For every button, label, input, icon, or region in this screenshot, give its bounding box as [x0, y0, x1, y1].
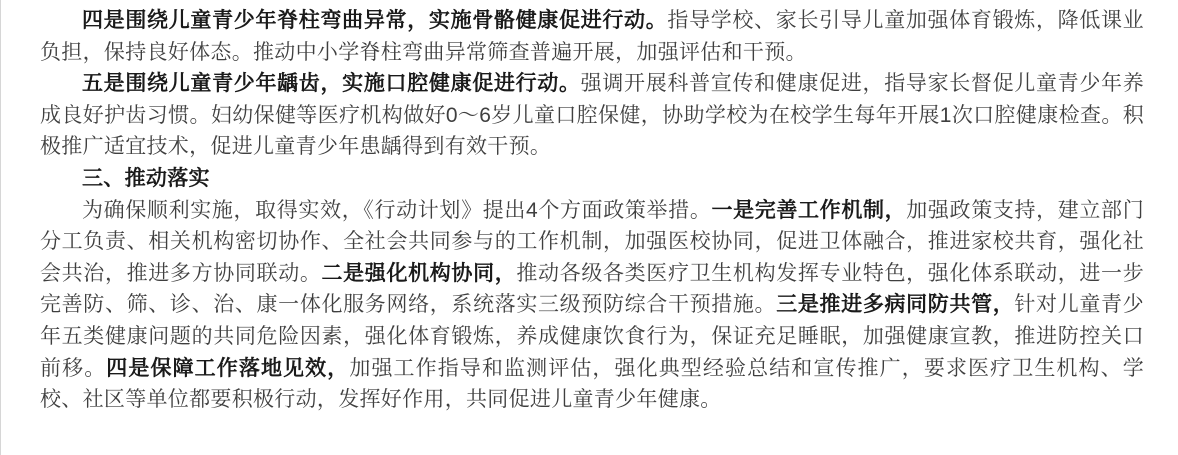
text-run: 推动各级各类医疗卫生机构发挥专业特色，强化体系联动，进一步完善防、筛、诊、治、康一体化服务网络，系统落实三级预防综合干预措施。 [40, 261, 1144, 317]
paragraph [40, 5, 1144, 68]
document-body [40, 5, 1144, 416]
bold-text-run: 五是围绕儿童青少年龋齿，实施口腔健康促进行动。 [82, 72, 581, 96]
bold-text-run: 三是推进多病同防共管， [776, 293, 1015, 317]
text-run: 针对儿童青少年五类健康问题的共同危险因素，强化体育锻炼，养成健康饮食行为，保证充足睡眠，加强健康宣教，推进防控关口前移。 [40, 293, 1144, 380]
paragraph [40, 195, 1144, 416]
bold-text-run: 四是保障工作落地见效， [106, 356, 350, 380]
bold-text-run: 一是完善工作机制， [711, 198, 907, 222]
text-run: 指导学校、家长引导儿童加强体育锻炼，降低课业负担，保持良好体态。推动中小学脊柱弯曲异常筛查普遍开展，加强评估和干预。 [40, 9, 1144, 64]
bold-text-run: 二是强化机构协同， [321, 261, 517, 285]
section-heading [40, 163, 1144, 195]
page-edge-line [0, 0, 1, 455]
bold-text-run: 四是围绕儿童青少年脊柱弯曲异常，实施骨骼健康促进行动。 [82, 9, 668, 32]
text-run: 加强政策支持，建立部门分工负责、相关机构密切协作、全社会共同参与的工作机制，加强医校协同，促进卫体融合，推进家校共育，强化社会共治，推进多方协同联动。 [40, 198, 1144, 285]
paragraph [40, 68, 1144, 163]
text-run: 为确保顺利实施，取得实效，《行动计划》提出4个方面政策举措。 [82, 198, 712, 222]
text-run: 加强工作指导和监测评估，强化典型经验总结和宣传推广，要求医疗卫生机构、学校、社区等单位都要积极行动，发挥好作用，共同促进儿童青少年健康。 [40, 356, 1145, 412]
bold-text-run: 三、推动落实 [82, 166, 210, 190]
text-run: 强调开展科普宣传和健康促进，指导家长督促儿童青少年养成良好护齿习惯。妇幼保健等医疗机构做好0～6岁儿童口腔保健，协助学校为在校学生每年开展1次口腔健康检查。积极推广适宜技术，促进儿童青少年患龋得到有效干预。 [40, 72, 1144, 159]
